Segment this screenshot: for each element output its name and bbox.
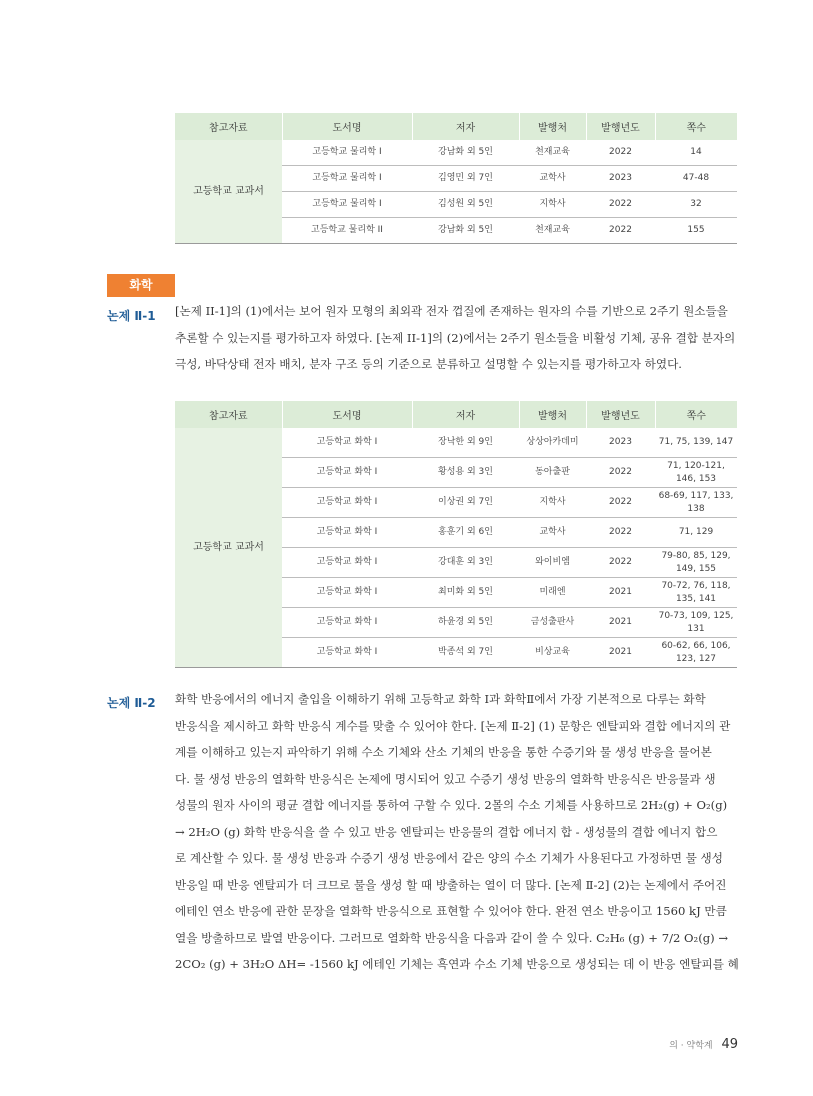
header-author: 저자 xyxy=(412,401,519,428)
topic-2-paragraph xyxy=(175,686,741,978)
reference-table-physics xyxy=(175,113,737,244)
year: 2022 xyxy=(586,548,655,578)
year: 2021 xyxy=(586,578,655,608)
header-year: 발행년도 xyxy=(586,113,655,140)
section-badge-chemistry: 화학 xyxy=(107,274,175,297)
paragraph-line: 열을 방출하므로 발열 반응이다. 그러므로 열화학 반응식을 다음과 같이 쓸 수 있다. C₂H₆ (g) + 7/2 O₂(g) → xyxy=(175,930,729,945)
paragraph-line: 다. 물 생성 반응의 열화학 반응식은 논제에 명시되어 있고 수증기 생성 반응의 열화학 반응식은 반응물과 생 xyxy=(175,771,716,786)
publisher: 지학사 xyxy=(519,488,586,518)
book-title: 고등학교 물리학 I xyxy=(282,140,412,166)
author: 강남화 외 5인 xyxy=(412,140,519,166)
pages: 68-69, 117, 133, 138 xyxy=(655,488,737,518)
publisher: 교학사 xyxy=(519,166,586,192)
publisher: 천재교육 xyxy=(519,140,586,166)
year: 2022 xyxy=(586,218,655,244)
paragraph-line: 반응식을 제시하고 화학 반응식 계수를 맞출 수 있어야 한다. [논제 Ⅱ-2] (1) 문항은 엔탈피와 결합 에너지의 관 xyxy=(175,718,731,733)
author: 최미화 외 5인 xyxy=(412,578,519,608)
year: 2022 xyxy=(586,488,655,518)
paragraph-line: 에테인 연소 반응에 관한 문장을 열화학 반응식으로 표현할 수 있어야 한다. 완전 연소 반응이고 1560 kJ 만큼 xyxy=(175,904,727,918)
topic-label-1: 논제 Ⅱ-1 xyxy=(107,309,156,323)
book-title: 고등학교 화학 I xyxy=(282,608,412,638)
header-reference: 참고자료 xyxy=(175,113,282,140)
publisher: 비상교육 xyxy=(519,638,586,668)
year: 2022 xyxy=(586,140,655,166)
paragraph-line: 화학 반응에서의 에너지 출입을 이해하기 위해 고등학교 화학 Ⅰ과 화학Ⅱ에서 가장 기본적으로 다루는 화학 xyxy=(175,692,706,706)
pages: 60-62, 66, 106, 123, 127 xyxy=(655,638,737,668)
header-book-title: 도서명 xyxy=(282,401,412,428)
page-footer xyxy=(669,1037,738,1052)
paragraph-line: 극성, 바닥상태 전자 배치, 분자 구조 등의 기준으로 분류하고 설명할 수 있는지를 평가하고자 하였다. xyxy=(175,357,682,371)
book-title: 고등학교 화학 I xyxy=(282,638,412,668)
table-header-row xyxy=(175,113,737,140)
table-header-row xyxy=(175,401,737,428)
year: 2022 xyxy=(586,192,655,218)
book-title: 고등학교 물리학 I xyxy=(282,192,412,218)
book-title: 고등학교 화학 I xyxy=(282,518,412,548)
book-title: 고등학교 화학 I xyxy=(282,458,412,488)
year: 2023 xyxy=(586,166,655,192)
year: 2021 xyxy=(586,608,655,638)
author: 박종석 외 7인 xyxy=(412,638,519,668)
header-pages: 쪽수 xyxy=(655,113,737,140)
footer-section: 의 · 약학계 xyxy=(669,1041,713,1051)
pages: 14 xyxy=(655,140,737,166)
reference-table-chemistry xyxy=(175,401,737,668)
pages: 70-73, 109, 125, 131 xyxy=(655,608,737,638)
pages: 32 xyxy=(655,192,737,218)
paragraph-line: 반응일 때 반응 엔탈피가 더 크므로 물을 생성 할 때 방출하는 열이 더 많다. [논제 Ⅱ-2] (2)는 논제에서 주어진 xyxy=(175,877,727,892)
header-year: 발행년도 xyxy=(586,401,655,428)
book-title: 고등학교 물리학 II xyxy=(282,218,412,244)
paragraph-line: 성물의 원자 사이의 평균 결합 에너지를 통하여 구할 수 있다. 2몰의 수소 기체를 사용하므로 2H₂(g) + O₂(g) xyxy=(175,798,728,812)
book-title: 고등학교 화학 I xyxy=(282,488,412,518)
publisher: 지학사 xyxy=(519,192,586,218)
publisher: 동아출판 xyxy=(519,458,586,488)
pages: 70-72, 76, 118, 135, 141 xyxy=(655,578,737,608)
book-title: 고등학교 물리학 I xyxy=(282,166,412,192)
reference-group: 고등학교 교과서 xyxy=(175,428,282,668)
book-title: 고등학교 화학 I xyxy=(282,428,412,458)
author: 강대훈 외 3인 xyxy=(412,548,519,578)
author: 장낙한 외 9인 xyxy=(412,428,519,458)
author: 김성원 외 5인 xyxy=(412,192,519,218)
pages: 71, 75, 139, 147 xyxy=(655,428,737,458)
publisher: 상상아카데미 xyxy=(519,428,586,458)
table-row xyxy=(175,140,737,166)
header-pages: 쪽수 xyxy=(655,401,737,428)
topic-label-2: 논제 Ⅱ-2 xyxy=(107,696,156,710)
book-title: 고등학교 화학 I xyxy=(282,548,412,578)
header-publisher: 발행처 xyxy=(519,113,586,140)
table-row xyxy=(175,428,737,458)
pages: 71, 120-121, 146, 153 xyxy=(655,458,737,488)
author: 하윤경 외 5인 xyxy=(412,608,519,638)
paragraph-line: 로 계산할 수 있다. 물 생성 반응과 수증기 생성 반응에서 같은 양의 수소 기체가 사용된다고 가정하면 물 생성 xyxy=(175,851,723,865)
header-publisher: 발행처 xyxy=(519,401,586,428)
pages: 47-48 xyxy=(655,166,737,192)
reference-group: 고등학교 교과서 xyxy=(175,140,282,244)
pages: 71, 129 xyxy=(655,518,737,548)
paragraph-line: 계를 이해하고 있는지 파악하기 위해 수소 기체와 산소 기체의 반응을 통한 수증기와 물 생성 반응을 물어본 xyxy=(175,745,712,759)
publisher: 미래엔 xyxy=(519,578,586,608)
paragraph-line: 추론할 수 있는지를 평가하고자 하였다. [논제 II-1]의 (2)에서는 2주기 원소들을 비활성 기체, 공유 결합 분자의 xyxy=(175,330,736,345)
author: 홍훈기 외 6인 xyxy=(412,518,519,548)
pages: 155 xyxy=(655,218,737,244)
header-reference: 참고자료 xyxy=(175,401,282,428)
publisher: 천재교육 xyxy=(519,218,586,244)
year: 2022 xyxy=(586,458,655,488)
pages: 79-80, 85, 129, 149, 155 xyxy=(655,548,737,578)
page-number: 49 xyxy=(721,1037,738,1052)
year: 2022 xyxy=(586,518,655,548)
publisher: 금성출판사 xyxy=(519,608,586,638)
year: 2023 xyxy=(586,428,655,458)
author: 이상권 외 7인 xyxy=(412,488,519,518)
header-author: 저자 xyxy=(412,113,519,140)
author: 김영민 외 7인 xyxy=(412,166,519,192)
author: 황성용 외 3인 xyxy=(412,458,519,488)
paragraph-line: 2CO₂ (g) + 3H₂O ΔH= -1560 kJ 에테인 기체는 흑연과 수소 기체 반응으로 생성되는 데 이 반응 엔탈피를 혜 xyxy=(175,957,739,971)
author: 강남화 외 5인 xyxy=(412,218,519,244)
paragraph-line: → 2H₂O (g) 화학 반응식을 쓸 수 있고 반응 엔탈피는 반응물의 결합 에너지 합 - 생성물의 결합 에너지 합으 xyxy=(175,824,718,839)
paragraph-line: [논제 II-1]의 (1)에서는 보어 원자 모형의 최외곽 전자 껍질에 존재하는 원자의 수를 기반으로 2주기 원소들을 xyxy=(175,304,728,318)
year: 2021 xyxy=(586,638,655,668)
publisher: 교학사 xyxy=(519,518,586,548)
header-book-title: 도서명 xyxy=(282,113,412,140)
topic-1-paragraph xyxy=(175,298,741,378)
publisher: 와이비엠 xyxy=(519,548,586,578)
book-title: 고등학교 화학 I xyxy=(282,578,412,608)
